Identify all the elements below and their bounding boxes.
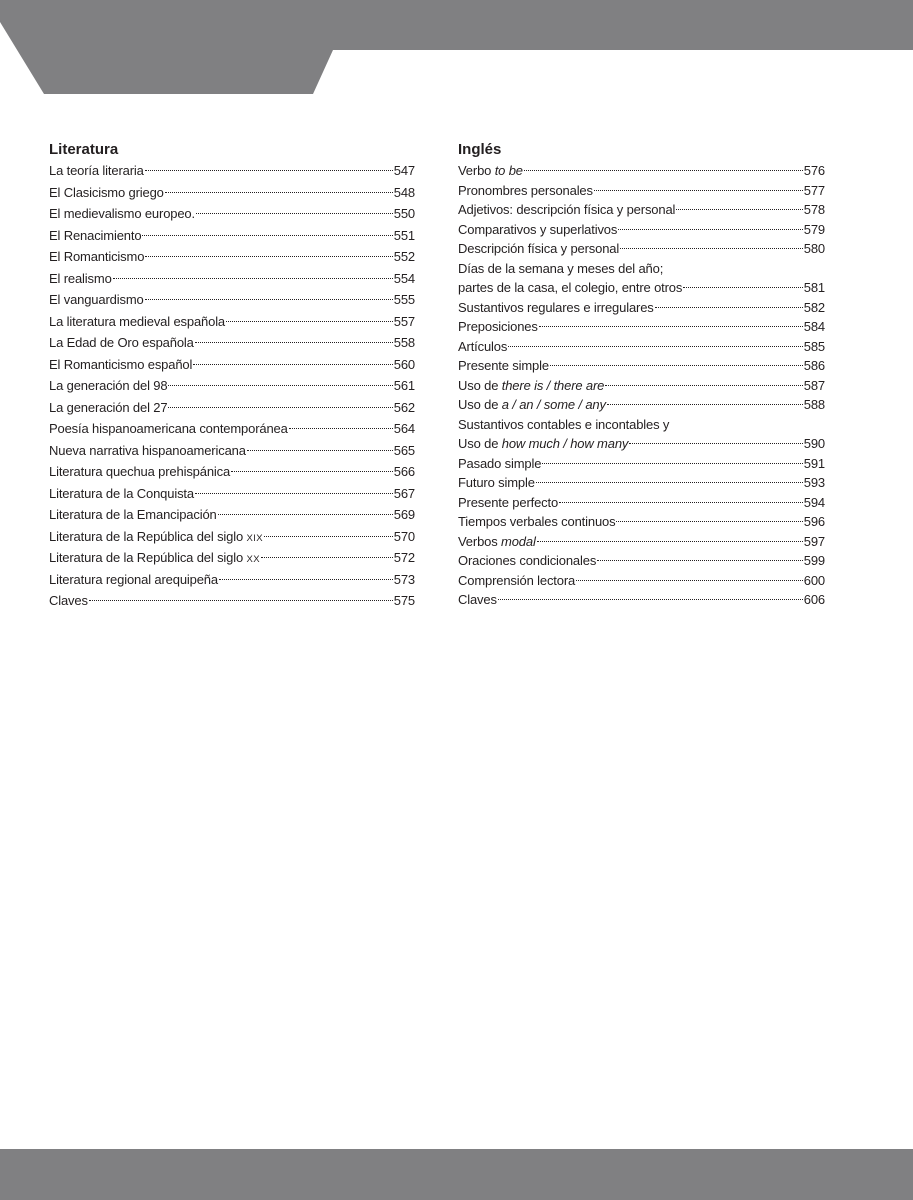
toc-page-number: 596 (803, 514, 825, 529)
toc-entry (458, 161, 825, 181)
toc-entry (458, 317, 825, 337)
toc-entry-text: Preposiciones (458, 319, 538, 334)
toc-entry-text: La Edad de Oro española (49, 335, 194, 350)
ingles-title: Inglés (458, 141, 502, 158)
toc-entry-label (458, 376, 604, 395)
toc-entry-emphasis: how much / how many (501, 436, 629, 451)
ingles-list (458, 161, 825, 610)
toc-entry-label (49, 505, 217, 524)
toc-page-number: 594 (803, 494, 825, 510)
toc-entry-label (458, 200, 675, 219)
toc-entry-text: Pasado simple (458, 455, 542, 471)
toc-entry-label (49, 226, 141, 245)
toc-page-number: 570 (393, 528, 415, 544)
toc-entry-label (49, 570, 218, 589)
toc-page-number: 581 (803, 280, 825, 295)
toc-leader-dots (542, 463, 802, 464)
toc-page-number: 593 (803, 475, 825, 490)
toc-entry (458, 278, 825, 298)
toc-leader-dots (524, 170, 803, 171)
toc-entry-label (458, 571, 575, 590)
toc-entry-label (458, 356, 549, 375)
toc-entry-label (458, 278, 682, 297)
toc-entry-label (49, 355, 192, 374)
ingles-section (458, 140, 825, 610)
toc-entry-text: Literatura regional arequipeña (49, 571, 218, 587)
toc-entry-label (458, 337, 507, 356)
toc-page-number: 555 (393, 292, 415, 307)
toc-page-number: 600 (803, 572, 825, 588)
toc-page-number: 572 (393, 550, 415, 565)
toc-page-number: 560 (393, 356, 415, 372)
toc-leader-dots (655, 307, 803, 308)
toc-entry-label (458, 317, 538, 336)
toc-entry-text: El Clasicismo griego (49, 184, 164, 200)
toc-entry-text: Poesía hispanoamericana contemporánea (49, 421, 288, 436)
toc-entry-text: Pronombres personales (458, 182, 593, 198)
toc-leader-dots (145, 170, 393, 171)
toc-page-number: 578 (803, 202, 825, 217)
toc-page-number: 590 (803, 436, 825, 451)
toc-entry-text: La teoría literaria (49, 163, 144, 178)
toc-entry-label (49, 527, 263, 548)
toc-entry-label (458, 473, 535, 492)
toc-entry-lead: Días de la semana y meses del año; (458, 260, 664, 276)
toc-entry-text: partes de la casa, el colegio, entre otros (458, 280, 683, 295)
toc-leader-dots (597, 560, 803, 561)
toc-entry-label (458, 161, 523, 180)
toc-leader-dots (616, 521, 802, 522)
toc-entry-text: Literatura de la República del siglo (49, 550, 247, 565)
toc-leader-dots (193, 364, 393, 365)
toc-leader-dots (683, 287, 803, 288)
toc-entry (458, 551, 825, 571)
toc-entry-label (458, 493, 558, 512)
toc-entry-label (458, 532, 536, 551)
toc-leader-dots (195, 493, 393, 494)
toc-entry (458, 532, 825, 552)
toc-page-number: 558 (393, 335, 415, 350)
toc-leader-dots (145, 299, 393, 300)
toc-entry (49, 161, 415, 183)
toc-entry-label (458, 551, 596, 570)
toc-entry-lead: Sustantivos contables e incontables y (458, 416, 670, 432)
toc-page-number: 562 (393, 399, 415, 415)
toc-entry (49, 247, 415, 269)
toc-entry (49, 591, 415, 613)
toc-leader-dots (247, 450, 393, 451)
toc-entry-label (49, 161, 144, 180)
toc-leader-dots (231, 471, 393, 472)
toc-entry (458, 454, 825, 474)
toc-page-number: 597 (803, 533, 825, 549)
toc-page-number: 564 (393, 421, 415, 436)
toc-leader-dots (113, 278, 393, 279)
toc-page-number: 591 (803, 455, 825, 471)
toc-page-number: 554 (393, 270, 415, 286)
toc-entry-text: El Romanticismo (49, 249, 145, 264)
toc-page-number: 561 (393, 378, 415, 393)
toc-entry (49, 204, 415, 226)
toc-page-number: 606 (803, 592, 825, 607)
toc-page-number: 550 (393, 206, 415, 221)
toc-entry (458, 571, 825, 591)
toc-entry-text: Uso de (458, 436, 502, 451)
toc-entry (458, 356, 825, 376)
toc-entry-emphasis: there is / there are (501, 377, 605, 393)
toc-leader-dots (594, 190, 803, 191)
toc-entry (49, 290, 415, 312)
toc-leader-dots (168, 407, 392, 408)
toc-page-number: 548 (393, 184, 415, 200)
toc-entry-label (458, 454, 541, 473)
toc-entry-label (49, 312, 225, 331)
toc-entry (49, 333, 415, 355)
toc-entry-label (458, 590, 497, 609)
toc-page-number: 576 (803, 163, 825, 178)
toc-page-number: 579 (803, 221, 825, 237)
toc-entry (49, 570, 415, 592)
toc-leader-dots (195, 342, 393, 343)
literatura-list (49, 161, 415, 613)
header-band (0, 0, 913, 94)
toc-entry (49, 226, 415, 248)
toc-entry-emphasis: a / an / some / any (501, 397, 606, 412)
toc-entry-text: Sustantivos regulares e irregulares (458, 299, 654, 315)
toc-page-number: 585 (803, 338, 825, 354)
toc-page-number: 552 (393, 249, 415, 264)
toc-page-number: 582 (803, 299, 825, 315)
toc-entry-label (49, 462, 230, 481)
toc-entry-label (49, 591, 88, 610)
toc-entry (458, 395, 825, 415)
toc-leader-dots (576, 580, 803, 581)
toc-page-number: 565 (393, 442, 415, 458)
toc-entry (49, 312, 415, 334)
toc-entry-text: Literatura de la Emancipación (49, 507, 217, 522)
toc-entry-text: Nueva narrativa hispanoamericana (49, 442, 246, 458)
toc-entry-text: Oraciones condicionales (458, 553, 597, 568)
toc-page-number: 567 (393, 485, 415, 501)
toc-leader-dots (550, 365, 803, 366)
toc-leader-dots (168, 385, 392, 386)
toc-entry (458, 181, 825, 201)
footer-band (0, 1149, 913, 1200)
toc-leader-dots (142, 235, 392, 236)
toc-leader-dots (537, 541, 803, 542)
toc-entry-text: Comparativos y superlativos (458, 221, 618, 237)
toc-leader-dots (605, 385, 802, 386)
toc-entry-text: Claves (458, 592, 497, 607)
toc-entry (458, 337, 825, 357)
toc-entry (458, 434, 825, 454)
toc-leader-dots (261, 557, 393, 558)
toc-entry (458, 590, 825, 610)
toc-page-number: 588 (803, 397, 825, 412)
toc-entry (49, 527, 415, 549)
toc-entry-label (458, 239, 619, 258)
literatura-section (49, 140, 415, 613)
toc-leader-dots (89, 600, 393, 601)
toc-entry-roman: XIX (246, 532, 264, 544)
toc-entry-label (49, 441, 246, 460)
toc-entry-label (49, 183, 164, 202)
toc-entry-emphasis: to be (494, 163, 523, 178)
toc-entry-text: El medievalismo europeo. (49, 206, 195, 221)
toc-leader-dots (559, 502, 803, 503)
toc-entry-label (49, 419, 288, 438)
toc-entry-label (49, 247, 144, 266)
toc-entry (458, 220, 825, 240)
toc-entry (458, 239, 825, 259)
toc-entry-label (458, 181, 593, 200)
toc-entry (458, 200, 825, 220)
toc-entry-roman: XX (246, 554, 261, 565)
toc-entry-text: Uso de (458, 377, 502, 393)
toc-leader-dots (196, 213, 393, 214)
toc-leader-dots (607, 404, 803, 405)
toc-page-number: 584 (803, 319, 825, 334)
toc-entry (49, 505, 415, 527)
toc-leader-dots (264, 536, 393, 537)
toc-entry-text: Adjetivos: descripción física y personal (458, 202, 676, 217)
toc-page-number: 573 (393, 571, 415, 587)
toc-entry (49, 441, 415, 463)
toc-entry (458, 298, 825, 318)
toc-page-number: 586 (803, 358, 825, 373)
toc-leader-dots (508, 346, 803, 347)
toc-entry-text: Verbo (458, 163, 495, 178)
toc-entry-text: La literatura medieval española (49, 313, 226, 329)
toc-leader-dots (145, 256, 392, 257)
toc-entry-text: Uso de (458, 397, 502, 412)
toc-entry-text: Tiempos verbales continuos (458, 514, 616, 529)
toc-entry (49, 376, 415, 398)
toc-page-number: 547 (393, 163, 415, 178)
toc-entry-label (49, 398, 167, 417)
toc-leader-dots (226, 321, 393, 322)
literatura-title: Literatura (49, 141, 119, 158)
toc-entry-text: Literatura de la Conquista (49, 485, 194, 501)
toc-entry-label (458, 434, 628, 453)
toc-leader-dots (165, 192, 393, 193)
toc-leader-dots (539, 326, 803, 327)
toc-entry (49, 484, 415, 506)
toc-entry (49, 398, 415, 420)
toc-entry (49, 462, 415, 484)
toc-entry-text: La generación del 27 (49, 399, 168, 415)
toc-entry-label (49, 484, 194, 503)
toc-page-number: 587 (803, 377, 825, 393)
toc-entry (49, 269, 415, 291)
toc-page-number: 569 (393, 507, 415, 522)
toc-entry (49, 419, 415, 441)
toc-entry-label (49, 269, 112, 288)
toc-leader-dots (676, 209, 802, 210)
toc-entry (458, 473, 825, 493)
toc-entry (49, 548, 415, 570)
toc-leader-dots (218, 514, 393, 515)
toc-entry-text: Comprensión lectora (458, 572, 576, 588)
toc-entry-text: Claves (49, 593, 88, 608)
toc-entry-text: Descripción física y personal (458, 241, 620, 256)
toc-entry-text: Presente simple (458, 358, 549, 373)
toc-leader-dots (219, 579, 393, 580)
toc-page-number: 557 (393, 313, 415, 329)
toc-page-number: 599 (803, 553, 825, 568)
toc-entry (458, 376, 825, 396)
toc-entry-text: Futuro simple (458, 475, 535, 490)
toc-entry-text: El vanguardismo (49, 292, 144, 307)
toc-entry-text: El realismo (49, 270, 112, 286)
toc-page-number: 551 (393, 227, 415, 243)
toc-leader-dots (536, 482, 803, 483)
toc-entry-label (458, 298, 654, 317)
toc-page-number: 566 (393, 464, 415, 479)
toc-entry-label (458, 395, 606, 414)
toc-entry-label (49, 290, 144, 309)
toc-entry-label (49, 333, 194, 352)
toc-entry (49, 183, 415, 205)
toc-page-number: 580 (803, 241, 825, 256)
toc-entry-emphasis: modal (501, 533, 536, 549)
toc-page-number: 577 (803, 182, 825, 198)
toc-entry-label (49, 376, 167, 395)
toc-entry (49, 355, 415, 377)
toc-leader-dots (498, 599, 803, 600)
toc-leader-dots (629, 443, 803, 444)
toc-entry-text: La generación del 98 (49, 378, 168, 393)
toc-page-number: 575 (393, 593, 415, 608)
toc-leader-dots (289, 428, 393, 429)
toc-entry-label (458, 512, 615, 531)
toc-entry-label (49, 204, 195, 223)
toc-entry-label (458, 220, 617, 239)
toc-entry-text: Verbos (458, 533, 502, 549)
toc-entry-label (49, 548, 260, 569)
toc-leader-dots (620, 248, 803, 249)
toc-entry-text: Literatura quechua prehispánica (49, 464, 231, 479)
toc-entry-text: El Romanticismo español (49, 356, 193, 372)
toc-entry-text: Presente perfecto (458, 494, 559, 510)
toc-entry-text: Artículos (458, 338, 508, 354)
toc-entry-text: Literatura de la República del siglo (49, 528, 247, 544)
toc-entry-text: El Renacimiento (49, 227, 142, 243)
toc-entry (458, 493, 825, 513)
toc-leader-dots (618, 229, 803, 230)
toc-entry (458, 512, 825, 532)
